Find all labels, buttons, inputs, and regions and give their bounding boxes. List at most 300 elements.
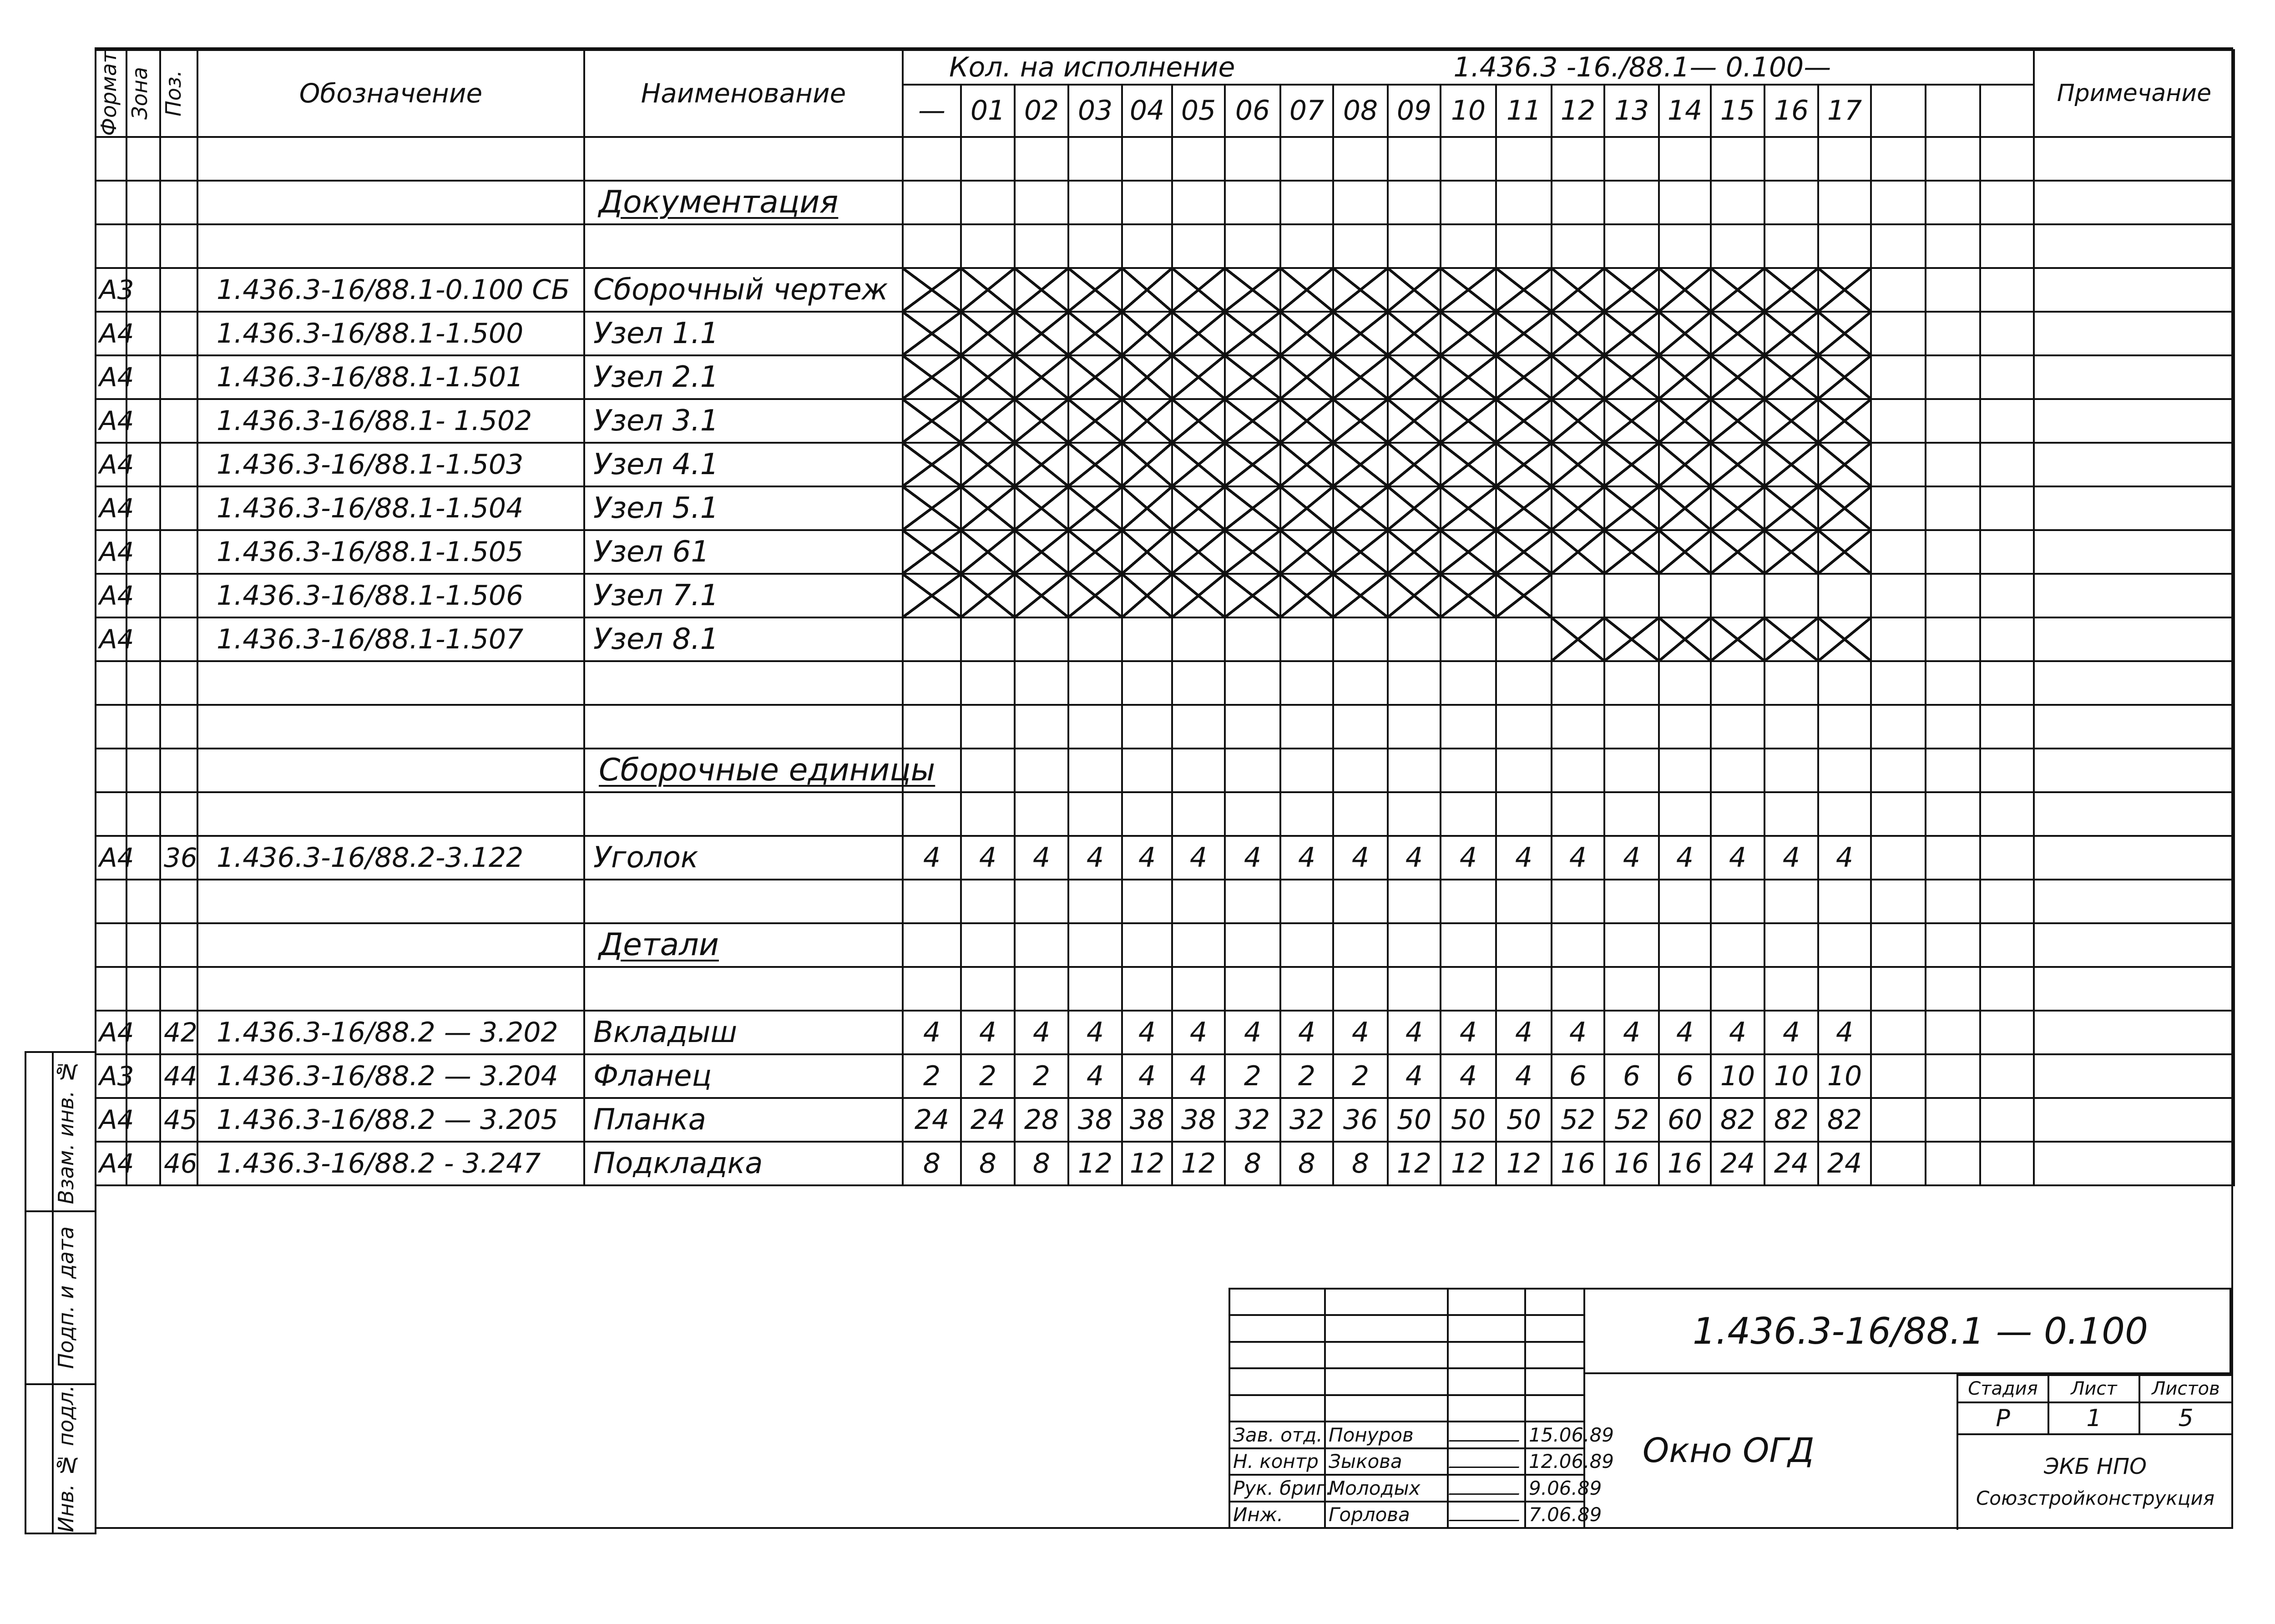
crossed-cell: [1604, 443, 1659, 486]
quantity-cell: [1122, 617, 1172, 661]
signature-row: Зав. отд. Понуров 15.06.89: [1229, 1422, 1584, 1448]
crossed-cell: [1659, 268, 1711, 312]
note-cell: [2034, 355, 2234, 399]
crossed-cell: [1659, 443, 1711, 486]
pos-cell: [160, 792, 197, 836]
signature: [1449, 1453, 1524, 1468]
variant-header: 11: [1496, 85, 1552, 137]
crossed-cell: [1225, 530, 1280, 574]
quantity-cell: [961, 224, 1015, 268]
pos-cell: 44: [160, 1054, 197, 1098]
quantity-cell: [903, 880, 961, 923]
crossed-cell: [961, 268, 1015, 312]
variant-header: 07: [1280, 85, 1333, 137]
quantity-cell: [1980, 355, 2034, 399]
quantity-cell: [1333, 137, 1388, 181]
variant-header: 10: [1441, 85, 1496, 137]
quantity-cell: [1818, 967, 1871, 1011]
quantity-cell: [1980, 399, 2034, 443]
quantity-cell: [1659, 749, 1711, 792]
crossed-cell: [961, 399, 1015, 443]
quantity-cell: [1172, 181, 1225, 224]
quantity-cell: [1871, 1011, 1926, 1054]
crossed-cell: [1225, 268, 1280, 312]
format-cell: A3: [96, 268, 126, 312]
crossed-cell: [1496, 486, 1552, 530]
quantity-cell: [1122, 749, 1172, 792]
quantity-cell: 12: [1068, 1142, 1122, 1185]
note-cell: [2034, 137, 2234, 181]
quantity-cell: 4: [1818, 1011, 1871, 1054]
pos-cell: 45: [160, 1098, 197, 1142]
designation-cell: 1.436.3-16/88.1-1.500: [197, 312, 584, 355]
quantity-cell: 2: [1015, 1054, 1068, 1098]
quantity-cell: [1122, 224, 1172, 268]
quantity-cell: 12: [1496, 1142, 1552, 1185]
quantity-cell: 4: [1604, 1011, 1659, 1054]
variant-header: 01: [961, 85, 1015, 137]
crossed-cell: [1818, 617, 1871, 661]
quantity-cell: 60: [1659, 1098, 1711, 1142]
zone-cell: [126, 749, 160, 792]
note-cell: [2034, 923, 2234, 967]
crossed-cell: [1441, 312, 1496, 355]
quantity-cell: [1711, 224, 1764, 268]
crossed-cell: [1388, 486, 1441, 530]
format-cell: [96, 923, 126, 967]
section-title: Документация: [584, 181, 903, 224]
crossed-cell: [961, 574, 1015, 617]
designation-cell: 1.436.3-16/88.1-1.504: [197, 486, 584, 530]
quantity-cell: [1280, 967, 1333, 1011]
quantity-cell: [1926, 705, 1980, 749]
blank-row: [96, 880, 2234, 923]
quantity-cell: [1871, 443, 1926, 486]
quantity-cell: [1225, 617, 1280, 661]
quantity-cell: 2: [1225, 1054, 1280, 1098]
quantity-cell: [903, 137, 961, 181]
crossed-cell: [1172, 443, 1225, 486]
quantity-cell: [961, 749, 1015, 792]
quantity-cell: [1172, 705, 1225, 749]
designation-cell: [197, 967, 584, 1011]
format-cell: [96, 137, 126, 181]
quantity-cell: 4: [1333, 836, 1388, 880]
quantity-cell: [1068, 792, 1122, 836]
crossed-cell: [1441, 443, 1496, 486]
designation-cell: 1.436.3-16/88.2-3.122: [197, 836, 584, 880]
col-name: Наименование: [584, 50, 903, 137]
quantity-cell: [1871, 312, 1926, 355]
quantity-cell: 4: [1496, 836, 1552, 880]
blank-row: [96, 792, 2234, 836]
crossed-cell: [1764, 355, 1818, 399]
quantity-cell: [1552, 792, 1604, 836]
quantity-cell: 10: [1711, 1054, 1764, 1098]
crossed-cell: [1122, 574, 1172, 617]
crossed-cell: [1711, 443, 1764, 486]
quantity-cell: [1764, 792, 1818, 836]
quantity-cell: [1926, 749, 1980, 792]
quantity-cell: [1225, 705, 1280, 749]
quantity-cell: 4: [1225, 836, 1280, 880]
designation-cell: 1.436.3-16/88.2 — 3.202: [197, 1011, 584, 1054]
quantity-cell: [1552, 749, 1604, 792]
variant-header: 17: [1818, 85, 1871, 137]
name-cell: Узел 3.1: [584, 399, 903, 443]
designation-cell: [197, 749, 584, 792]
quantity-cell: 4: [1552, 1011, 1604, 1054]
quantity-cell: [1441, 181, 1496, 224]
quantity-cell: 8: [1280, 1142, 1333, 1185]
quantity-cell: [1818, 224, 1871, 268]
quantity-per-variant-header: [903, 50, 2034, 85]
format-cell: [96, 224, 126, 268]
crossed-cell: [1496, 355, 1552, 399]
quantity-cell: [1659, 705, 1711, 749]
quantity-cell: [1926, 617, 1980, 661]
quantity-cell: [1388, 181, 1441, 224]
variant-header: 06: [1225, 85, 1280, 137]
quantity-cell: 4: [1764, 836, 1818, 880]
crossed-cell: [1711, 355, 1764, 399]
quantity-cell: 4: [1818, 836, 1871, 880]
quantity-cell: [1225, 880, 1280, 923]
quantity-cell: [1441, 137, 1496, 181]
crossed-cell: [1333, 486, 1388, 530]
name-cell: [584, 967, 903, 1011]
quantity-cell: [1172, 661, 1225, 705]
quantity-cell: [1122, 181, 1172, 224]
quantity-cell: [1388, 792, 1441, 836]
crossed-cell: [1122, 530, 1172, 574]
quantity-cell: [1764, 923, 1818, 967]
crossed-cell: [1225, 399, 1280, 443]
crossed-cell: [1388, 399, 1441, 443]
section-row: [96, 749, 2234, 792]
pos-cell: [160, 181, 197, 224]
designation-cell: 1.436.3-16/88.1-0.100 СБ: [197, 268, 584, 312]
crossed-cell: [1552, 443, 1604, 486]
quantity-cell: 36: [1333, 1098, 1388, 1142]
crossed-cell: [1604, 312, 1659, 355]
format-cell: A4: [96, 617, 126, 661]
variant-header: 15: [1711, 85, 1764, 137]
quantity-cell: 4: [1280, 836, 1333, 880]
format-cell: A4: [96, 312, 126, 355]
quantity-cell: 4: [1496, 1011, 1552, 1054]
sheets-label: Листов: [2139, 1375, 2232, 1402]
crossed-cell: [1225, 312, 1280, 355]
crossed-cell: [1711, 399, 1764, 443]
quantity-cell: [1871, 1054, 1926, 1098]
quantity-cell: [1659, 923, 1711, 967]
name-cell: Планка: [584, 1098, 903, 1142]
quantity-cell: [1068, 661, 1122, 705]
crossed-cell: [1818, 399, 1871, 443]
quantity-cell: [1980, 224, 2034, 268]
quantity-cell: [1333, 617, 1388, 661]
quantity-cell: [1764, 574, 1818, 617]
quantity-cell: 4: [1441, 1054, 1496, 1098]
quantity-cell: [1441, 661, 1496, 705]
col-zone: Зона: [126, 50, 160, 137]
note-cell: [2034, 399, 2234, 443]
note-cell: [2034, 792, 2234, 836]
quantity-cell: [1871, 792, 1926, 836]
quantity-cell: 4: [1659, 836, 1711, 880]
quantity-cell: [1172, 792, 1225, 836]
variant-header: 04: [1122, 85, 1172, 137]
quantity-cell: 4: [1441, 1011, 1496, 1054]
quantity-cell: [1225, 224, 1280, 268]
quantity-cell: 8: [903, 1142, 961, 1185]
table-row: [96, 836, 2234, 880]
crossed-cell: [1280, 486, 1333, 530]
crossed-cell: [1818, 486, 1871, 530]
title-block-stage: [1956, 1374, 2233, 1530]
quantity-cell: [1926, 312, 1980, 355]
quantity-cell: [1818, 923, 1871, 967]
quantity-cell: 38: [1172, 1098, 1225, 1142]
quantity-cell: [1122, 792, 1172, 836]
crossed-cell: [1015, 399, 1068, 443]
quantity-cell: [1764, 181, 1818, 224]
crossed-cell: [1122, 312, 1172, 355]
designation-cell: 1.436.3-16/88.1- 1.502: [197, 399, 584, 443]
quantity-cell: [903, 617, 961, 661]
quantity-cell: [1068, 137, 1122, 181]
quantity-cell: 4: [1122, 1054, 1172, 1098]
stage-value: Р: [1957, 1402, 2048, 1434]
quantity-cell: [1604, 792, 1659, 836]
quantity-cell: [1871, 749, 1926, 792]
crossed-cell: [1659, 355, 1711, 399]
quantity-cell: 16: [1552, 1142, 1604, 1185]
table-row: [96, 617, 2234, 661]
quantity-cell: [961, 661, 1015, 705]
table-row: [96, 530, 2234, 574]
quantity-cell: [903, 792, 961, 836]
format-cell: A4: [96, 355, 126, 399]
crossed-cell: [1225, 443, 1280, 486]
quantity-cell: [1926, 923, 1980, 967]
quantity-cell: [1926, 792, 1980, 836]
quantity-cell: [1871, 923, 1926, 967]
format-cell: A4: [96, 443, 126, 486]
quantity-cell: [1333, 967, 1388, 1011]
quantity-cell: [1225, 792, 1280, 836]
name-cell: Узел 2.1: [584, 355, 903, 399]
quantity-cell: [1764, 749, 1818, 792]
quantity-cell: [1764, 880, 1818, 923]
quantity-cell: [1711, 137, 1764, 181]
quantity-cell: [1764, 705, 1818, 749]
crossed-cell: [1496, 443, 1552, 486]
quantity-cell: [961, 181, 1015, 224]
format-cell: A4: [96, 574, 126, 617]
quantity-cell: [961, 137, 1015, 181]
quantity-cell: 12: [1388, 1142, 1441, 1185]
crossed-cell: [1711, 268, 1764, 312]
crossed-cell: [1122, 355, 1172, 399]
quantity-cell: [1122, 137, 1172, 181]
crossed-cell: [1764, 530, 1818, 574]
variant-header: 02: [1015, 85, 1068, 137]
crossed-cell: [1068, 268, 1122, 312]
crossed-cell: [1764, 486, 1818, 530]
note-cell: [2034, 705, 2234, 749]
quantity-cell: [1015, 224, 1068, 268]
format-cell: A3: [96, 1054, 126, 1098]
crossed-cell: [1388, 443, 1441, 486]
quantity-cell: [1926, 836, 1980, 880]
zone-cell: [126, 224, 160, 268]
quantity-cell: [1552, 923, 1604, 967]
crossed-cell: [1280, 443, 1333, 486]
stage-label: Стадия: [1957, 1375, 2048, 1402]
variant-header: 13: [1604, 85, 1659, 137]
quantity-cell: [1659, 224, 1711, 268]
quantity-cell: 32: [1225, 1098, 1280, 1142]
designation-cell: [197, 923, 584, 967]
name-cell: Узел 8.1: [584, 617, 903, 661]
crossed-cell: [1280, 312, 1333, 355]
quantity-cell: [1441, 923, 1496, 967]
organization: [1957, 1434, 2232, 1530]
crossed-cell: [1604, 530, 1659, 574]
blank-row: [96, 705, 2234, 749]
table-row: [96, 268, 2234, 312]
quantity-cell: [1496, 705, 1552, 749]
quantity-cell: [1926, 1142, 1980, 1185]
title-block-signatures: [1228, 1288, 1614, 1529]
note-cell: [2034, 486, 2234, 530]
table-row: [96, 312, 2234, 355]
zone-cell: [126, 923, 160, 967]
format-cell: [96, 880, 126, 923]
quantity-cell: [1871, 661, 1926, 705]
pos-cell: 42: [160, 1011, 197, 1054]
format-cell: A4: [96, 1011, 126, 1054]
quantity-cell: 6: [1659, 1054, 1711, 1098]
crossed-cell: [1015, 355, 1068, 399]
crossed-cell: [1604, 268, 1659, 312]
format-cell: A4: [96, 399, 126, 443]
quantity-cell: [903, 967, 961, 1011]
zone-cell: [126, 792, 160, 836]
quantity-cell: [1871, 486, 1926, 530]
quantity-cell: [1871, 617, 1926, 661]
crossed-cell: [1172, 530, 1225, 574]
format-cell: A4: [96, 486, 126, 530]
zone-cell: [126, 137, 160, 181]
quantity-cell: [1871, 137, 1926, 181]
format-cell: [96, 705, 126, 749]
designation-cell: 1.436.3-16/88.1-1.505: [197, 530, 584, 574]
quantity-cell: 28: [1015, 1098, 1068, 1142]
quantity-cell: 4: [1388, 1011, 1441, 1054]
crossed-cell: [1388, 355, 1441, 399]
format-cell: [96, 792, 126, 836]
quantity-cell: [1225, 661, 1280, 705]
crossed-cell: [1441, 486, 1496, 530]
quantity-cell: 4: [1172, 1054, 1225, 1098]
quantity-cell: [1388, 661, 1441, 705]
quantity-cell: 12: [1172, 1142, 1225, 1185]
name-cell: [584, 661, 903, 705]
pos-cell: [160, 705, 197, 749]
crossed-cell: [1441, 355, 1496, 399]
side-stamp-inv-original: Инв. № подл.: [53, 1384, 96, 1533]
sheet-value: 1: [2048, 1402, 2139, 1434]
format-cell: A4: [96, 1142, 126, 1185]
quantity-cell: [1496, 137, 1552, 181]
quantity-cell: [1711, 574, 1764, 617]
quantity-cell: [1552, 661, 1604, 705]
quantity-cell: [1980, 574, 2034, 617]
crossed-cell: [1552, 312, 1604, 355]
quantity-cell: [1926, 137, 1980, 181]
quantity-cell: [1926, 880, 1980, 923]
quantity-cell: [1172, 137, 1225, 181]
format-cell: [96, 661, 126, 705]
quantity-cell: [1388, 880, 1441, 923]
crossed-cell: [1764, 443, 1818, 486]
name-cell: Узел 1.1: [584, 312, 903, 355]
table-row: [96, 486, 2234, 530]
quantity-cell: 8: [961, 1142, 1015, 1185]
quantity-cell: 4: [1711, 836, 1764, 880]
pos-cell: [160, 749, 197, 792]
format-cell: A4: [96, 836, 126, 880]
quantity-cell: [1871, 530, 1926, 574]
quantity-cell: [903, 224, 961, 268]
quantity-cell: [1980, 486, 2034, 530]
crossed-cell: [1068, 355, 1122, 399]
quantity-cell: [1280, 749, 1333, 792]
crossed-cell: [1711, 530, 1764, 574]
crossed-cell: [1172, 268, 1225, 312]
quantity-cell: [1280, 923, 1333, 967]
crossed-cell: [1015, 312, 1068, 355]
quantity-cell: [1333, 181, 1388, 224]
blank-row: [96, 967, 2234, 1011]
note-cell: [2034, 530, 2234, 574]
quantity-cell: [1122, 923, 1172, 967]
quantity-cell: [1659, 967, 1711, 1011]
quantity-cell: 4: [1068, 1011, 1122, 1054]
name-cell: [584, 705, 903, 749]
crossed-cell: [1280, 574, 1333, 617]
quantity-cell: [1015, 181, 1068, 224]
quantity-cell: [1172, 749, 1225, 792]
variant-header: 12: [1552, 85, 1604, 137]
crossed-cell: [1764, 617, 1818, 661]
signature: [1449, 1506, 1524, 1521]
document-name: Окно ОГД: [1583, 1374, 1956, 1529]
quantity-cell: [1711, 792, 1764, 836]
crossed-cell: [1172, 574, 1225, 617]
pos-cell: [160, 661, 197, 705]
quantity-cell: [961, 880, 1015, 923]
quantity-cell: [1015, 792, 1068, 836]
quantity-cell: [1926, 661, 1980, 705]
specification-table: [95, 49, 2235, 1186]
side-stamp-replace-inv: Взам. инв. №: [53, 1052, 96, 1211]
name-cell: Узел 7.1: [584, 574, 903, 617]
format-cell: A4: [96, 530, 126, 574]
